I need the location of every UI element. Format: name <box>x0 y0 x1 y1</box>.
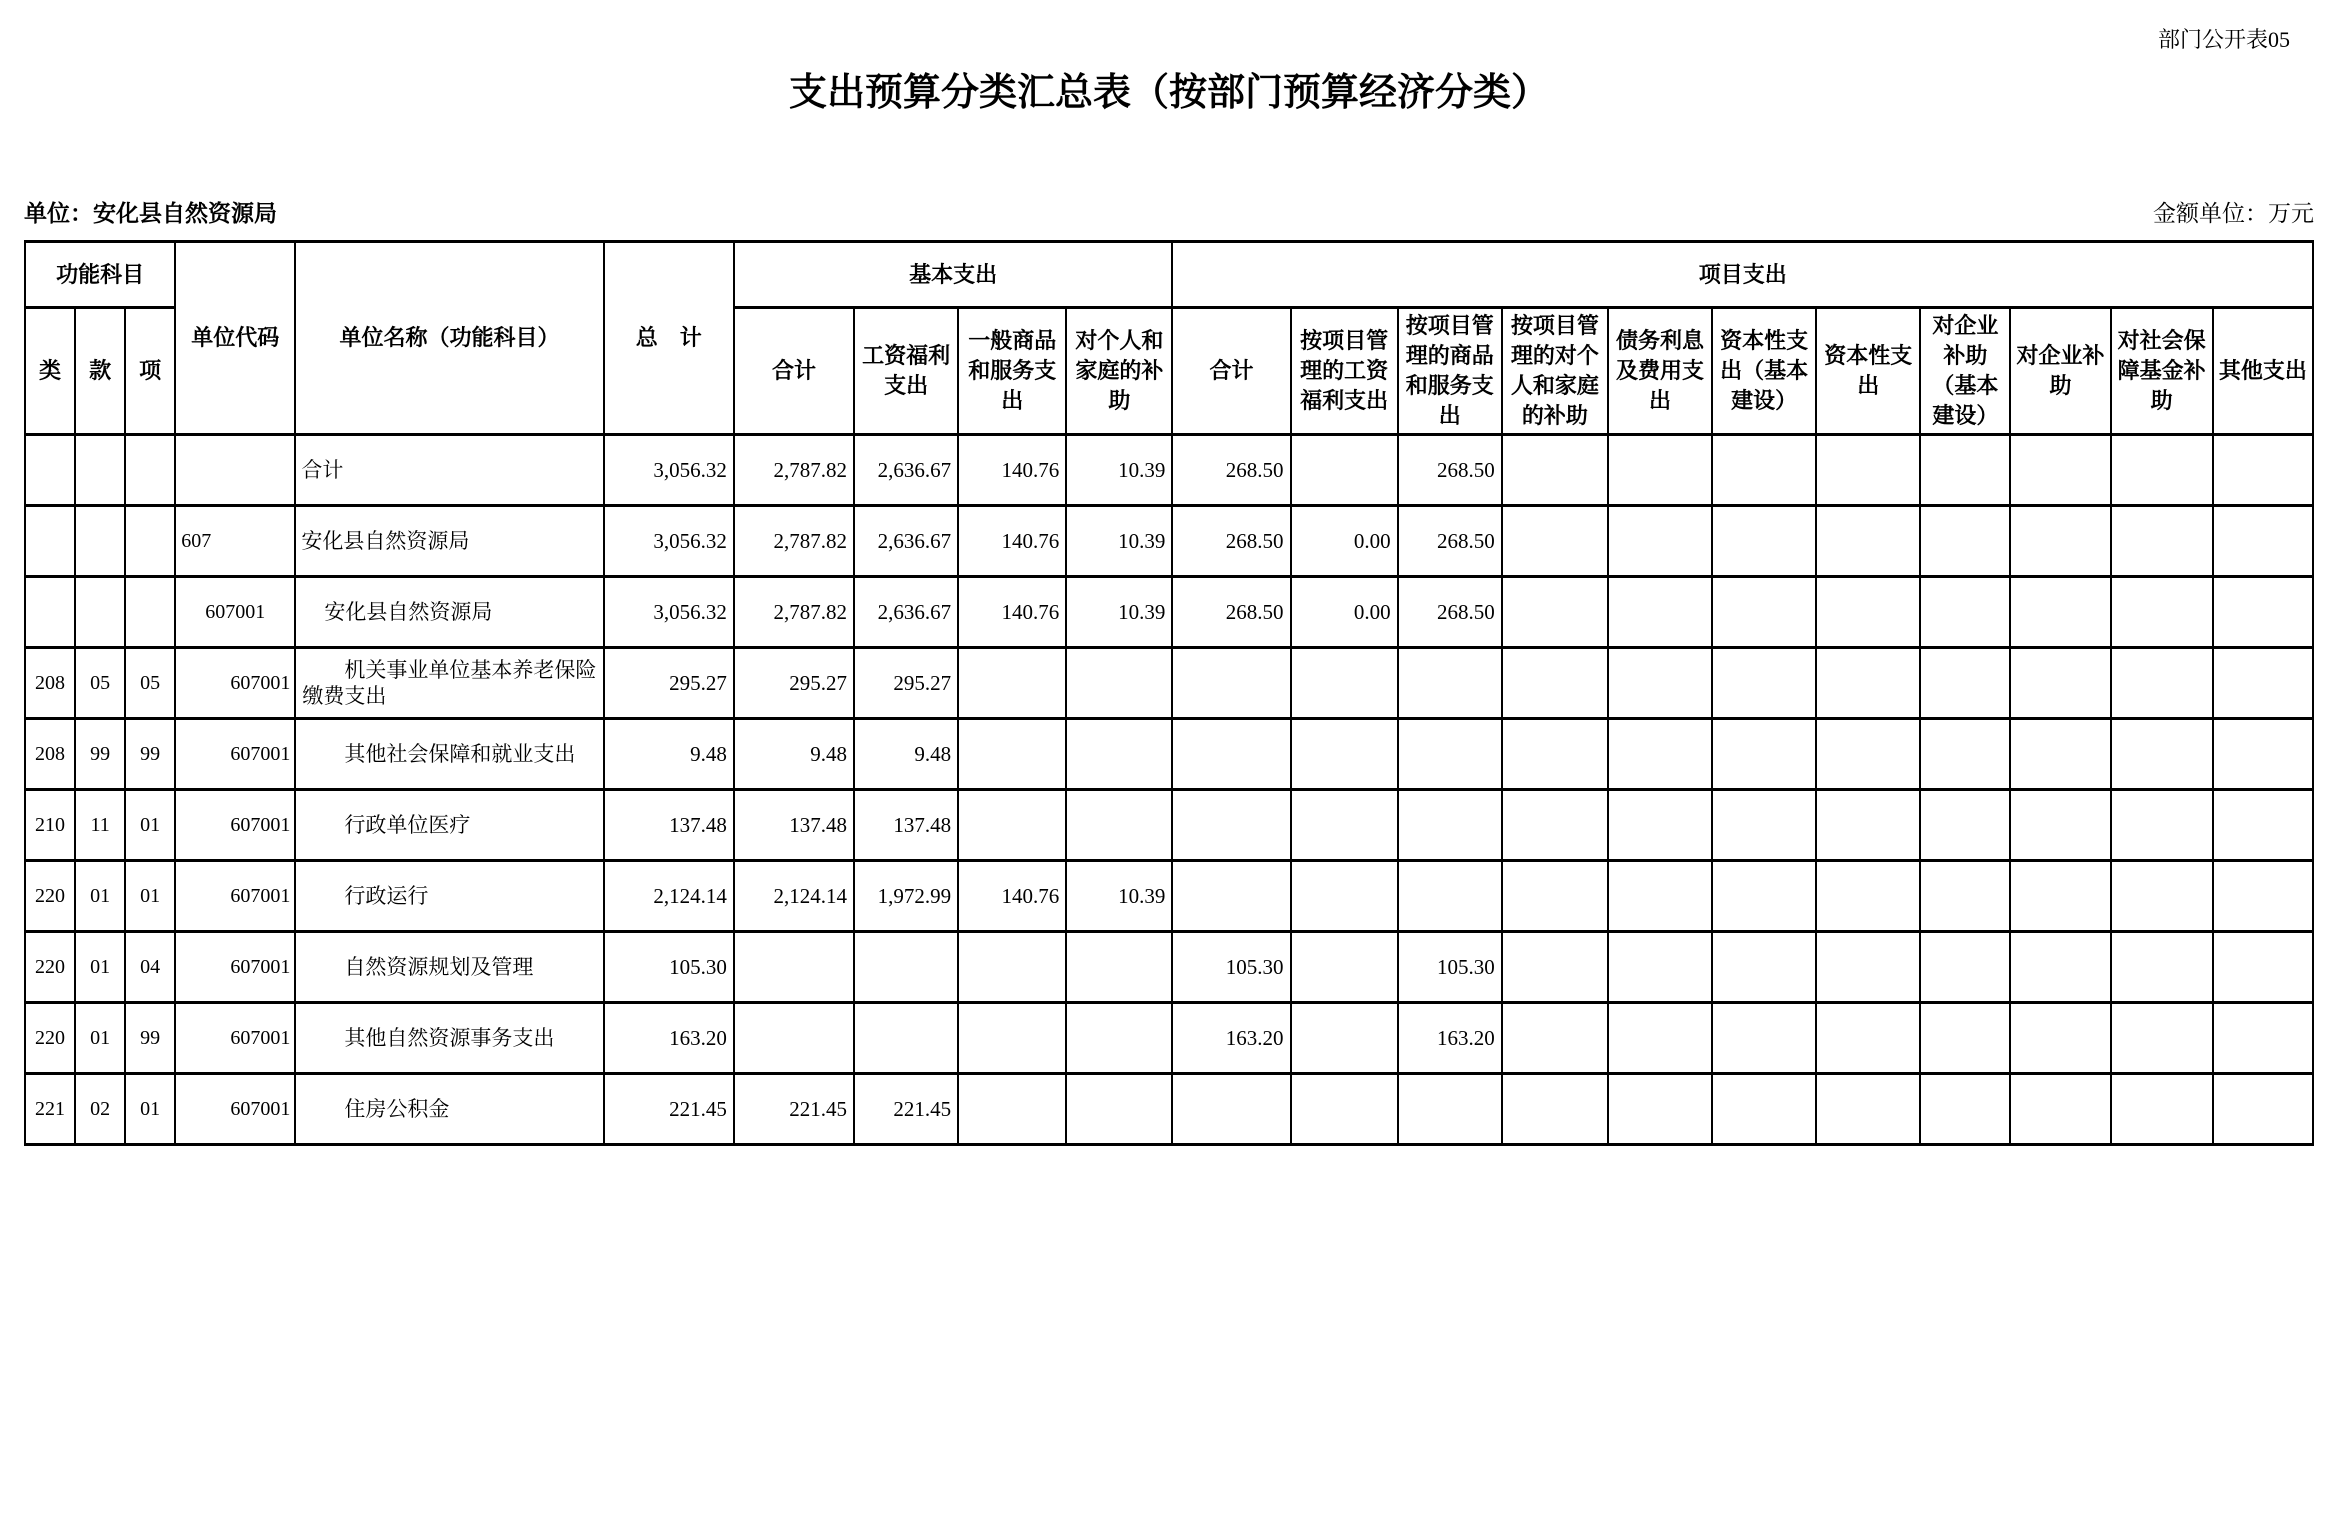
cell-enterprise-subsidy-construction <box>1920 506 2010 577</box>
table-row <box>25 861 2313 932</box>
cell-unit-name: 行政单位医疗 <box>295 790 603 861</box>
header-basic-goods-services: 一般商品和服务支出 <box>958 308 1066 435</box>
header-project-total: 合计 <box>1172 308 1290 435</box>
cell-social-security-fund-subsidy <box>2111 719 2213 790</box>
cell-other-expenditure <box>2213 506 2313 577</box>
cell-project-goods-services: 268.50 <box>1398 577 1502 648</box>
cell-grand-total: 137.48 <box>604 790 734 861</box>
cell-item <box>125 577 175 648</box>
cell-debt-interest <box>1608 435 1712 506</box>
cell-other-expenditure <box>2213 435 2313 506</box>
cell-capital <box>1816 932 1920 1003</box>
cell-item: 01 <box>125 790 175 861</box>
cell-capital-basic-construction <box>1712 1003 1816 1074</box>
cell-unit-code: 607001 <box>175 861 295 932</box>
cell-debt-interest <box>1608 577 1712 648</box>
cell-project-total: 268.50 <box>1172 506 1290 577</box>
cell-basic-goods-services: 140.76 <box>958 506 1066 577</box>
header-grand-total: 总 计 <box>604 242 734 435</box>
header-basic-salary: 工资福利支出 <box>854 308 958 435</box>
cell-enterprise-subsidy <box>2010 506 2110 577</box>
cell-class: 208 <box>25 719 75 790</box>
cell-project-goods-services: 268.50 <box>1398 435 1502 506</box>
cell-basic-salary: 295.27 <box>854 648 958 719</box>
cell-other-expenditure <box>2213 577 2313 648</box>
cell-item: 99 <box>125 719 175 790</box>
cell-section: 05 <box>75 648 125 719</box>
cell-basic-goods-services <box>958 648 1066 719</box>
cell-enterprise-subsidy-construction <box>1920 861 2010 932</box>
header-capital-basic-construction: 资本性支出（基本建设） <box>1712 308 1816 435</box>
cell-basic-individual-family <box>1066 648 1172 719</box>
cell-enterprise-subsidy <box>2010 577 2110 648</box>
cell-social-security-fund-subsidy <box>2111 577 2213 648</box>
meta-row <box>24 200 2314 228</box>
header-project-individual-family: 按项目管理的对个人和家庭的补助 <box>1502 308 1608 435</box>
cell-project-total <box>1172 1074 1290 1145</box>
cell-other-expenditure <box>2213 1074 2313 1145</box>
cell-basic-individual-family: 10.39 <box>1066 861 1172 932</box>
cell-grand-total: 3,056.32 <box>604 435 734 506</box>
cell-enterprise-subsidy <box>2010 932 2110 1003</box>
cell-grand-total: 2,124.14 <box>604 861 734 932</box>
cell-basic-goods-services: 140.76 <box>958 435 1066 506</box>
cell-capital <box>1816 790 1920 861</box>
cell-project-individual-family <box>1502 790 1608 861</box>
cell-project-total: 105.30 <box>1172 932 1290 1003</box>
cell-enterprise-subsidy-construction <box>1920 790 2010 861</box>
cell-project-total: 268.50 <box>1172 577 1290 648</box>
cell-section: 99 <box>75 719 125 790</box>
cell-capital <box>1816 1003 1920 1074</box>
cell-debt-interest <box>1608 790 1712 861</box>
cell-enterprise-subsidy <box>2010 861 2110 932</box>
cell-basic-goods-services <box>958 1003 1066 1074</box>
cell-unit-name: 安化县自然资源局 <box>295 577 603 648</box>
cell-debt-interest <box>1608 648 1712 719</box>
cell-project-individual-family <box>1502 1074 1608 1145</box>
cell-capital <box>1816 861 1920 932</box>
header-basic-individual-family: 对个人和家庭的补助 <box>1066 308 1172 435</box>
cell-basic-total: 9.48 <box>734 719 854 790</box>
table-row <box>25 1074 2313 1145</box>
cell-enterprise-subsidy <box>2010 719 2110 790</box>
cell-project-individual-family <box>1502 861 1608 932</box>
budget-summary-table <box>24 240 2314 1146</box>
cell-item: 01 <box>125 1074 175 1145</box>
header-item: 项 <box>125 308 175 435</box>
header-project-expenditure: 项目支出 <box>1172 242 2313 308</box>
cell-item: 05 <box>125 648 175 719</box>
cell-unit-name: 住房公积金 <box>295 1074 603 1145</box>
table-row <box>25 577 2313 648</box>
cell-unit-name: 其他社会保障和就业支出 <box>295 719 603 790</box>
amount-unit-label: 金额单位：万元 <box>2153 201 2314 226</box>
cell-basic-goods-services: 140.76 <box>958 577 1066 648</box>
cell-capital-basic-construction <box>1712 932 1816 1003</box>
page-title: 支出预算分类汇总表（按部门预算经济分类） <box>788 72 1549 114</box>
cell-debt-interest <box>1608 1003 1712 1074</box>
cell-unit-code <box>175 435 295 506</box>
cell-project-goods-services <box>1398 648 1502 719</box>
table-body <box>25 435 2313 1145</box>
header-row-1 <box>25 242 2313 308</box>
cell-unit-name: 其他自然资源事务支出 <box>295 1003 603 1074</box>
cell-project-salary <box>1291 932 1398 1003</box>
cell-basic-total: 2,787.82 <box>734 435 854 506</box>
cell-enterprise-subsidy <box>2010 648 2110 719</box>
cell-basic-individual-family <box>1066 932 1172 1003</box>
table-row <box>25 719 2313 790</box>
cell-section: 11 <box>75 790 125 861</box>
cell-project-salary <box>1291 648 1398 719</box>
cell-social-security-fund-subsidy <box>2111 506 2213 577</box>
cell-enterprise-subsidy <box>2010 1003 2110 1074</box>
cell-project-salary <box>1291 1074 1398 1145</box>
cell-grand-total: 163.20 <box>604 1003 734 1074</box>
cell-project-total: 163.20 <box>1172 1003 1290 1074</box>
cell-grand-total: 9.48 <box>604 719 734 790</box>
cell-social-security-fund-subsidy <box>2111 1074 2213 1145</box>
cell-basic-total: 2,787.82 <box>734 577 854 648</box>
header-project-goods-services: 按项目管理的商品和服务支出 <box>1398 308 1502 435</box>
cell-enterprise-subsidy-construction <box>1920 1074 2010 1145</box>
cell-unit-code: 607001 <box>175 719 295 790</box>
table-row <box>25 932 2313 1003</box>
cell-capital-basic-construction <box>1712 577 1816 648</box>
cell-capital <box>1816 506 1920 577</box>
cell-basic-goods-services <box>958 1074 1066 1145</box>
header-social-security-fund-subsidy: 对社会保障基金补助 <box>2111 308 2213 435</box>
cell-capital-basic-construction <box>1712 506 1816 577</box>
cell-project-salary <box>1291 1003 1398 1074</box>
cell-social-security-fund-subsidy <box>2111 1003 2213 1074</box>
table-row <box>25 790 2313 861</box>
cell-capital <box>1816 648 1920 719</box>
budget-report-page <box>0 26 2338 1146</box>
cell-project-individual-family <box>1502 932 1608 1003</box>
cell-basic-salary: 1,972.99 <box>854 861 958 932</box>
cell-debt-interest <box>1608 1074 1712 1145</box>
cell-basic-total <box>734 1003 854 1074</box>
cell-unit-code: 607001 <box>175 790 295 861</box>
table-row <box>25 435 2313 506</box>
header-basic-expenditure: 基本支出 <box>734 242 1173 308</box>
cell-project-total <box>1172 790 1290 861</box>
cell-class: 220 <box>25 932 75 1003</box>
cell-project-goods-services <box>1398 861 1502 932</box>
cell-unit-code: 607001 <box>175 932 295 1003</box>
cell-project-total <box>1172 719 1290 790</box>
cell-enterprise-subsidy <box>2010 1074 2110 1145</box>
cell-class: 221 <box>25 1074 75 1145</box>
cell-project-total <box>1172 648 1290 719</box>
cell-basic-total <box>734 932 854 1003</box>
cell-item <box>125 435 175 506</box>
cell-basic-goods-services <box>958 719 1066 790</box>
cell-grand-total: 295.27 <box>604 648 734 719</box>
cell-unit-name: 行政运行 <box>295 861 603 932</box>
cell-social-security-fund-subsidy <box>2111 790 2213 861</box>
cell-enterprise-subsidy-construction <box>1920 932 2010 1003</box>
cell-unit-name: 自然资源规划及管理 <box>295 932 603 1003</box>
cell-section: 01 <box>75 932 125 1003</box>
cell-capital <box>1816 1074 1920 1145</box>
header-func-subject: 功能科目 <box>25 242 175 308</box>
header-project-salary: 按项目管理的工资福利支出 <box>1291 308 1398 435</box>
cell-basic-individual-family <box>1066 790 1172 861</box>
cell-project-goods-services: 105.30 <box>1398 932 1502 1003</box>
cell-class: 210 <box>25 790 75 861</box>
cell-other-expenditure <box>2213 1003 2313 1074</box>
cell-basic-salary: 2,636.67 <box>854 435 958 506</box>
cell-project-salary <box>1291 719 1398 790</box>
cell-item <box>125 506 175 577</box>
header-other-expenditure: 其他支出 <box>2213 308 2313 435</box>
cell-class: 220 <box>25 861 75 932</box>
cell-basic-total: 2,787.82 <box>734 506 854 577</box>
header-capital: 资本性支出 <box>1816 308 1920 435</box>
cell-basic-salary: 137.48 <box>854 790 958 861</box>
cell-other-expenditure <box>2213 648 2313 719</box>
cell-basic-individual-family <box>1066 1074 1172 1145</box>
cell-class <box>25 577 75 648</box>
cell-basic-goods-services: 140.76 <box>958 861 1066 932</box>
cell-basic-goods-services <box>958 932 1066 1003</box>
header-unit-code: 单位代码 <box>175 242 295 435</box>
cell-grand-total: 221.45 <box>604 1074 734 1145</box>
cell-basic-salary <box>854 1003 958 1074</box>
cell-other-expenditure <box>2213 790 2313 861</box>
cell-enterprise-subsidy-construction <box>1920 435 2010 506</box>
cell-unit-code: 607001 <box>175 648 295 719</box>
cell-capital <box>1816 577 1920 648</box>
header-enterprise-subsidy-construction: 对企业补助（基本建设） <box>1920 308 2010 435</box>
cell-social-security-fund-subsidy <box>2111 932 2213 1003</box>
cell-project-salary <box>1291 435 1398 506</box>
cell-project-salary: 0.00 <box>1291 506 1398 577</box>
cell-enterprise-subsidy-construction <box>1920 719 2010 790</box>
cell-enterprise-subsidy <box>2010 790 2110 861</box>
cell-basic-salary: 2,636.67 <box>854 577 958 648</box>
cell-project-individual-family <box>1502 577 1608 648</box>
cell-class: 220 <box>25 1003 75 1074</box>
cell-enterprise-subsidy-construction <box>1920 577 2010 648</box>
header-unit-name: 单位名称（功能科目） <box>295 242 603 435</box>
cell-section <box>75 435 125 506</box>
cell-class: 208 <box>25 648 75 719</box>
cell-unit-code: 607 <box>175 506 295 577</box>
cell-debt-interest <box>1608 861 1712 932</box>
cell-grand-total: 105.30 <box>604 932 734 1003</box>
cell-capital-basic-construction <box>1712 648 1816 719</box>
cell-project-goods-services <box>1398 1074 1502 1145</box>
cell-basic-individual-family <box>1066 719 1172 790</box>
cell-debt-interest <box>1608 719 1712 790</box>
cell-basic-individual-family: 10.39 <box>1066 435 1172 506</box>
cell-capital-basic-construction <box>1712 719 1816 790</box>
cell-unit-code: 607001 <box>175 1074 295 1145</box>
cell-capital <box>1816 719 1920 790</box>
cell-basic-salary: 2,636.67 <box>854 506 958 577</box>
cell-social-security-fund-subsidy <box>2111 435 2213 506</box>
cell-basic-total: 295.27 <box>734 648 854 719</box>
cell-class <box>25 506 75 577</box>
cell-capital-basic-construction <box>1712 1074 1816 1145</box>
cell-section <box>75 506 125 577</box>
cell-other-expenditure <box>2213 932 2313 1003</box>
cell-basic-individual-family: 10.39 <box>1066 506 1172 577</box>
cell-section: 01 <box>75 861 125 932</box>
cell-unit-name: 安化县自然资源局 <box>295 506 603 577</box>
cell-basic-goods-services <box>958 790 1066 861</box>
cell-basic-salary: 221.45 <box>854 1074 958 1145</box>
cell-section: 02 <box>75 1074 125 1145</box>
cell-project-individual-family <box>1502 506 1608 577</box>
cell-capital-basic-construction <box>1712 790 1816 861</box>
cell-item: 01 <box>125 861 175 932</box>
cell-project-salary <box>1291 790 1398 861</box>
cell-project-total: 268.50 <box>1172 435 1290 506</box>
cell-other-expenditure <box>2213 719 2313 790</box>
cell-basic-total: 2,124.14 <box>734 861 854 932</box>
cell-project-goods-services: 163.20 <box>1398 1003 1502 1074</box>
cell-unit-name: 机关事业单位基本养老保险缴费支出 <box>295 648 603 719</box>
cell-social-security-fund-subsidy <box>2111 861 2213 932</box>
cell-project-individual-family <box>1502 719 1608 790</box>
cell-item: 99 <box>125 1003 175 1074</box>
cell-capital-basic-construction <box>1712 861 1816 932</box>
cell-section: 01 <box>75 1003 125 1074</box>
table-row <box>25 506 2313 577</box>
cell-unit-code: 607001 <box>175 1003 295 1074</box>
cell-debt-interest <box>1608 932 1712 1003</box>
cell-unit-code: 607001 <box>175 577 295 648</box>
header-basic-total: 合计 <box>734 308 854 435</box>
cell-capital-basic-construction <box>1712 435 1816 506</box>
table-row <box>25 648 2313 719</box>
cell-basic-total: 221.45 <box>734 1074 854 1145</box>
header-enterprise-subsidy: 对企业补助 <box>2010 308 2110 435</box>
cell-project-individual-family <box>1502 1003 1608 1074</box>
cell-project-salary <box>1291 861 1398 932</box>
cell-basic-salary <box>854 932 958 1003</box>
doc-number-label: 部门公开表05 <box>2157 27 2290 52</box>
cell-enterprise-subsidy-construction <box>1920 648 2010 719</box>
cell-project-goods-services <box>1398 719 1502 790</box>
cell-project-goods-services: 268.50 <box>1398 506 1502 577</box>
header-section: 款 <box>75 308 125 435</box>
cell-basic-individual-family <box>1066 1003 1172 1074</box>
unit-name-label: 单位：安化县自然资源局 <box>24 201 277 226</box>
table-row <box>25 1003 2313 1074</box>
cell-grand-total: 3,056.32 <box>604 577 734 648</box>
cell-class <box>25 435 75 506</box>
cell-basic-salary: 9.48 <box>854 719 958 790</box>
header-class: 类 <box>25 308 75 435</box>
cell-project-total <box>1172 861 1290 932</box>
cell-unit-name: 合计 <box>295 435 603 506</box>
cell-enterprise-subsidy-construction <box>1920 1003 2010 1074</box>
cell-basic-total: 137.48 <box>734 790 854 861</box>
header-debt-interest: 债务利息及费用支出 <box>1608 308 1712 435</box>
cell-basic-individual-family: 10.39 <box>1066 577 1172 648</box>
cell-grand-total: 3,056.32 <box>604 506 734 577</box>
cell-project-individual-family <box>1502 648 1608 719</box>
cell-social-security-fund-subsidy <box>2111 648 2213 719</box>
cell-section <box>75 577 125 648</box>
cell-project-goods-services <box>1398 790 1502 861</box>
cell-capital <box>1816 435 1920 506</box>
cell-item: 04 <box>125 932 175 1003</box>
cell-project-individual-family <box>1502 435 1608 506</box>
cell-debt-interest <box>1608 506 1712 577</box>
cell-other-expenditure <box>2213 861 2313 932</box>
cell-enterprise-subsidy <box>2010 435 2110 506</box>
cell-project-salary: 0.00 <box>1291 577 1398 648</box>
